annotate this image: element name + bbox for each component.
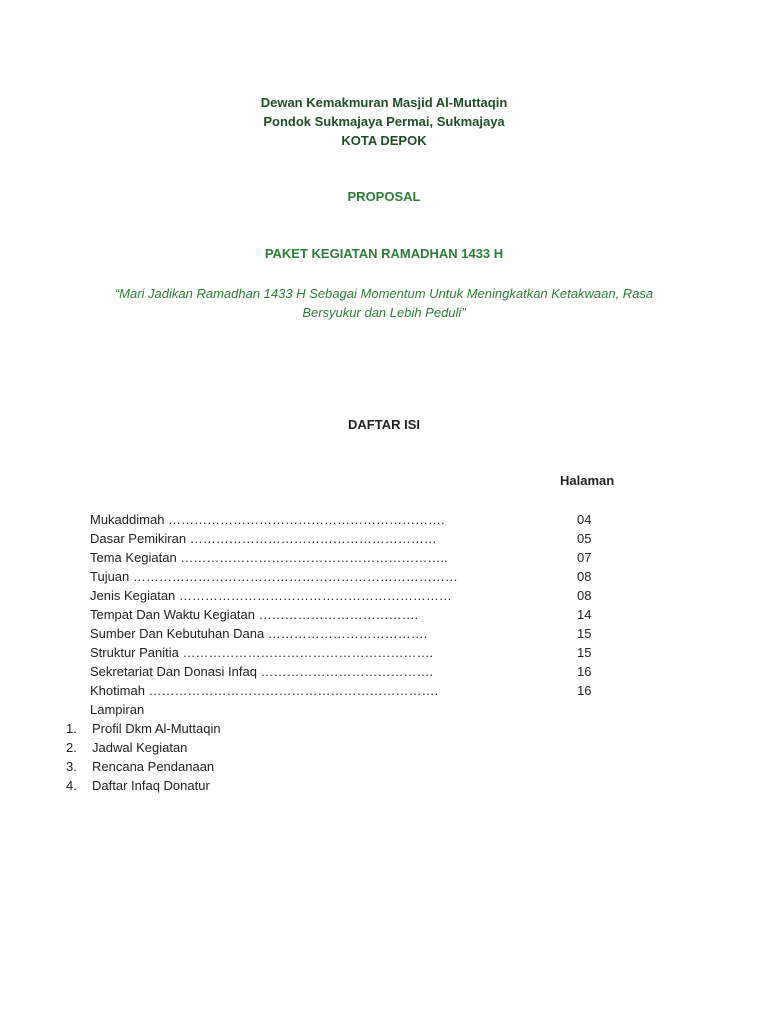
appendix-item bbox=[66, 738, 466, 757]
toc-entry bbox=[90, 548, 610, 567]
toc-entry-label: Sumber Dan Kebutuhan Dana ………………………………. bbox=[90, 626, 428, 641]
toc-entry bbox=[90, 567, 610, 586]
toc-entry-page: 15 bbox=[577, 645, 592, 660]
organization-address: Pondok Sukmajaya Permai, Sukmajaya bbox=[263, 114, 505, 129]
motto-line-2: Bersyukur dan Lebih Peduli” bbox=[302, 305, 466, 320]
appendix-item bbox=[66, 757, 466, 776]
appendix-item-number: 4. bbox=[66, 778, 77, 793]
toc-entry-page: 16 bbox=[577, 664, 592, 679]
toc-entry-page: 14 bbox=[577, 607, 592, 622]
appendix-item-number: 1. bbox=[66, 721, 77, 736]
toc-entry-label: Tempat Dan Waktu Kegiatan ………………………………. bbox=[90, 607, 419, 622]
toc-entry bbox=[90, 529, 610, 548]
toc-entry-page: 04 bbox=[577, 512, 592, 527]
organization-city: KOTA DEPOK bbox=[341, 133, 427, 148]
toc-entry-label: Dasar Pemikiran ………………………………………………… bbox=[90, 531, 437, 546]
toc-entry-label: Tema Kegiatan …………………………………………………….. bbox=[90, 550, 448, 565]
toc-entry bbox=[90, 605, 610, 624]
motto-line-1: “Mari Jadikan Ramadhan 1433 H Sebagai Momentum Untuk Meningkatkan Ketakwaan, Rasa bbox=[114, 286, 654, 301]
toc-entry bbox=[90, 624, 610, 643]
toc-entry-page: 05 bbox=[577, 531, 592, 546]
toc-entry-label: Tujuan ………………………………………………………………… bbox=[90, 569, 458, 584]
toc-entry-label: Mukaddimah ………………………………………………………. bbox=[90, 512, 445, 527]
toc-list bbox=[90, 510, 610, 700]
appendix-label: Lampiran bbox=[90, 702, 145, 717]
toc-entry-label: Struktur Panitia …………………………………………………. bbox=[90, 645, 434, 660]
appendix-item-number: 2. bbox=[66, 740, 77, 755]
package-title: PAKET KEGIATAN RAMADHAN 1433 H bbox=[264, 246, 504, 261]
appendix-list bbox=[66, 719, 466, 795]
toc-entry-page: 16 bbox=[577, 683, 592, 698]
appendix-item-label: Profil Dkm Al-Muttaqin bbox=[92, 721, 221, 736]
organization-name: Dewan Kemakmuran Masjid Al-Muttaqin bbox=[260, 95, 508, 110]
toc-entry-label: Sekretariat Dan Donasi Infaq …………………………………. bbox=[90, 664, 434, 679]
toc-entry-label: Khotimah …………………………………………………………. bbox=[90, 683, 439, 698]
appendix-item bbox=[66, 719, 466, 738]
toc-page-header: Halaman bbox=[560, 473, 615, 488]
appendix-item-number: 3. bbox=[66, 759, 77, 774]
toc-entry bbox=[90, 681, 610, 700]
toc-entry bbox=[90, 662, 610, 681]
toc-entry bbox=[90, 510, 610, 529]
toc-entry-page: 08 bbox=[577, 588, 592, 603]
appendix-item bbox=[66, 776, 466, 795]
appendix-item-label: Rencana Pendanaan bbox=[92, 759, 215, 774]
proposal-label: PROPOSAL bbox=[347, 189, 421, 204]
toc-entry-page: 08 bbox=[577, 569, 592, 584]
appendix-item-label: Jadwal Kegiatan bbox=[92, 740, 188, 755]
appendix-item-label: Daftar Infaq Donatur bbox=[92, 778, 210, 793]
toc-entry bbox=[90, 586, 610, 605]
toc-title: DAFTAR ISI bbox=[348, 417, 420, 432]
toc-entry-label: Jenis Kegiatan ……………………………………………………… bbox=[90, 588, 452, 603]
toc-entry-page: 07 bbox=[577, 550, 592, 565]
toc-entry-page: 15 bbox=[577, 626, 592, 641]
toc-entry bbox=[90, 643, 610, 662]
